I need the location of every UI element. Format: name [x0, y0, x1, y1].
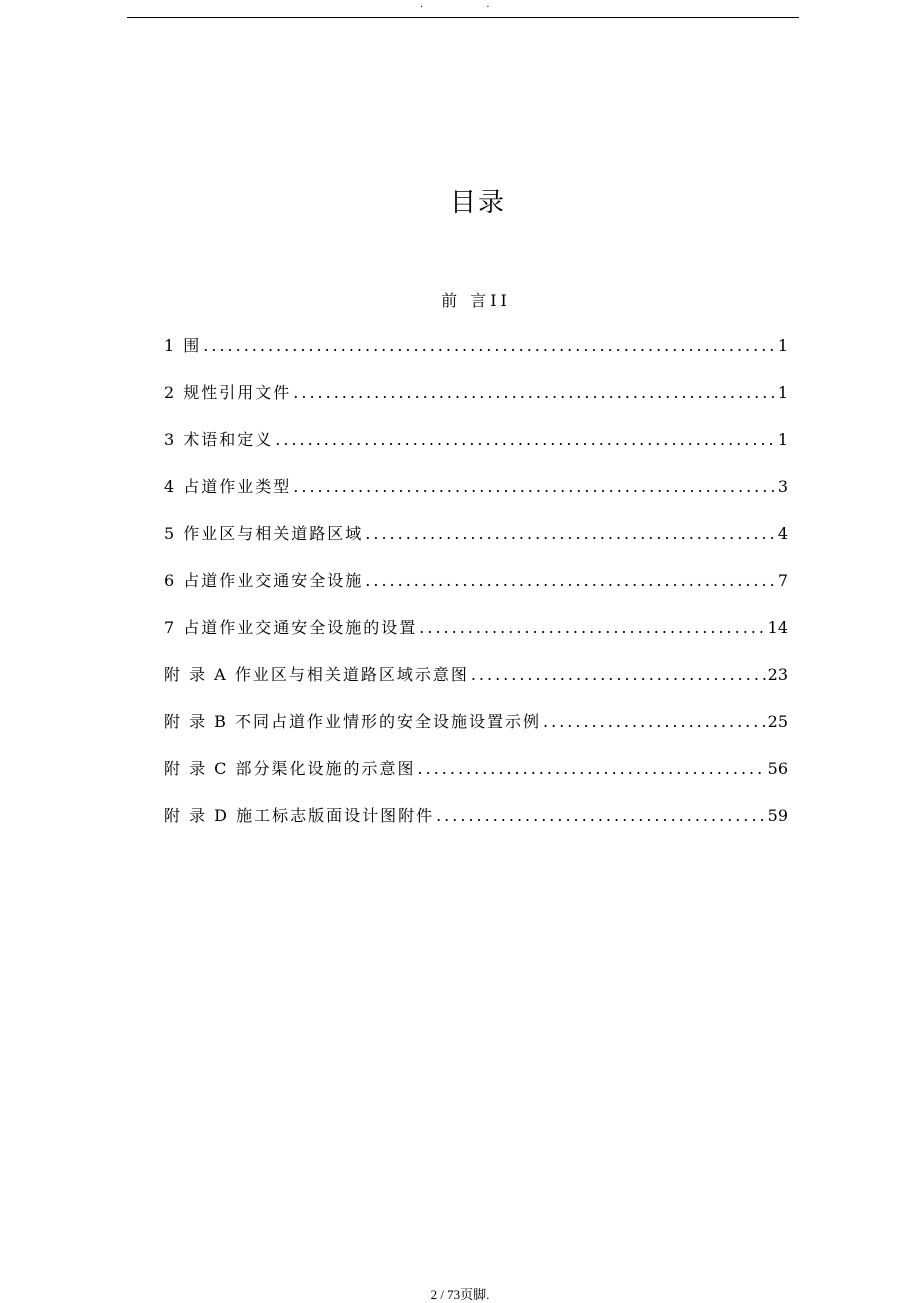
toc-entry-label: 附 录 C 部分渠化设施的示意图: [164, 759, 416, 778]
toc-entry-page: 1: [777, 336, 788, 355]
toc-leader-dots: [275, 430, 776, 449]
toc-entry-page: 1: [777, 430, 788, 449]
toc-entry-label: 3 术语和定义: [164, 430, 274, 449]
toc-entry-page: 23: [767, 665, 788, 684]
foreword-entry[interactable]: 前 言II: [441, 291, 511, 310]
toc-entry-page: 4: [777, 524, 788, 543]
header-marks: · ·: [420, 2, 520, 13]
toc-entry-page: 1: [777, 383, 788, 402]
toc-entry-page: 25: [767, 712, 788, 731]
toc-leader-dots: [419, 618, 765, 637]
toc-leader-dots: [293, 383, 776, 402]
toc-leader-dots: [365, 571, 776, 590]
toc-entry-label: 附 录 D 施工标志版面设计图附件: [164, 806, 435, 825]
toc-leader-dots: [418, 759, 766, 778]
toc-entry[interactable]: [164, 333, 788, 380]
toc-entry[interactable]: [164, 662, 788, 709]
toc-entry-label: 附 录 A 作业区与相关道路区域示意图: [164, 665, 469, 684]
toc-leader-dots: [365, 524, 776, 543]
toc-entry[interactable]: [164, 380, 788, 427]
toc-entry[interactable]: [164, 427, 788, 474]
page-title: 目录: [449, 188, 506, 218]
toc-leader-dots: [543, 712, 766, 731]
toc-entry[interactable]: [164, 521, 788, 568]
toc-entry[interactable]: [164, 756, 788, 803]
toc-leader-dots: [436, 806, 766, 825]
toc-entry-label: 6 占道作业交通安全设施: [164, 571, 364, 590]
toc-leader-dots: [293, 477, 776, 496]
toc-entry-page: 59: [767, 806, 788, 825]
toc-entry-label: 7 占道作业交通安全设施的设置: [164, 618, 418, 637]
toc-entry[interactable]: [164, 568, 788, 615]
toc-leader-dots: [203, 336, 776, 355]
toc-entry-label: 4 占道作业类型: [164, 477, 292, 496]
toc-entry[interactable]: [164, 803, 788, 850]
toc-entry[interactable]: [164, 709, 788, 756]
toc-entry-page: 56: [767, 759, 788, 778]
header-rule: [127, 17, 799, 18]
toc-entry-page: 14: [767, 618, 788, 637]
toc-entry-label: 2 规性引用文件: [164, 383, 292, 402]
toc-entry[interactable]: [164, 615, 788, 662]
toc-entry-label: 5 作业区与相关道路区域: [164, 524, 364, 543]
toc-entry-page: 7: [777, 571, 788, 590]
toc-entry-label: 附 录 B 不同占道作业情形的安全设施设置示例: [164, 712, 542, 731]
page-footer: 2 / 73页脚.: [430, 1287, 490, 1302]
toc-leader-dots: [471, 665, 766, 684]
toc-entry-page: 3: [777, 477, 788, 496]
toc-entry[interactable]: [164, 474, 788, 521]
table-of-contents: [164, 333, 788, 850]
toc-entry-label: 1 围: [164, 336, 202, 355]
